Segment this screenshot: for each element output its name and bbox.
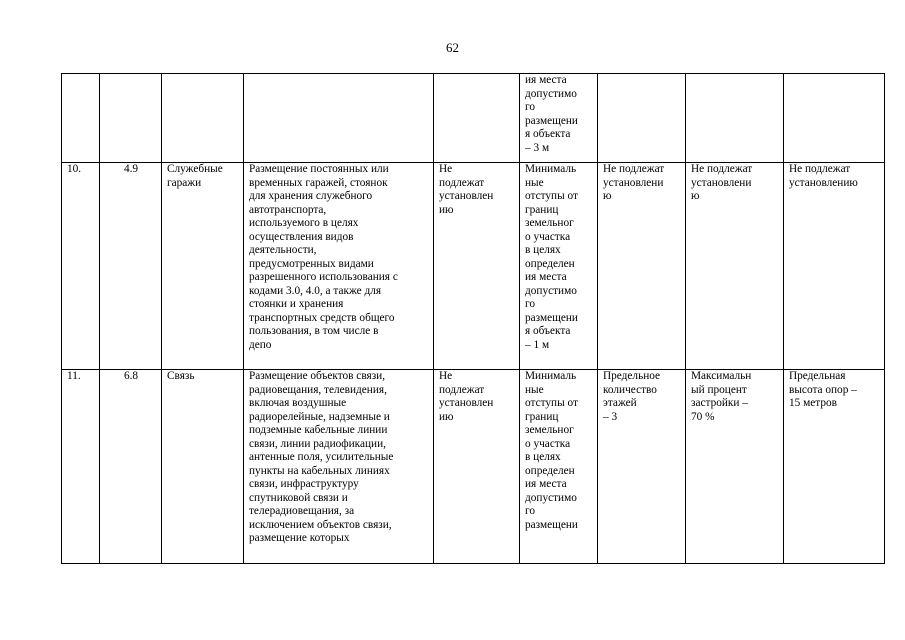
setback-cell: ия места допустимо го размещени я объекта – 3 м bbox=[520, 74, 598, 163]
other-params-cell bbox=[784, 74, 885, 163]
use-description-cell bbox=[244, 74, 434, 163]
page-number: 62 bbox=[446, 40, 459, 55]
use-description-cell: Размещение объектов связи, радиовещания, телевидения, включая воздушные радиорелейные, надземные и подземные кабельные линии связи, линии радиофикации, антенные поля, усилительные пункты на кабельных линиях связи, инфраструктуру спутниковой связи и телерадиовещания, за исключением объектов связи, размещение которых bbox=[244, 370, 434, 564]
floors-cell bbox=[598, 74, 686, 163]
table-row bbox=[62, 370, 885, 564]
floors-cell: Предельное количество этажей – 3 bbox=[598, 370, 686, 564]
floors-cell: Не подлежат установлени ю bbox=[598, 163, 686, 370]
row-number-cell: 10. bbox=[62, 163, 100, 370]
coverage-cell: Максимальн ый процент застройки – 70 % bbox=[686, 370, 784, 564]
use-name-cell: Служебные гаражи bbox=[162, 163, 244, 370]
other-params-cell: Не подлежат установлению bbox=[784, 163, 885, 370]
use-code-cell: 4.9 bbox=[100, 163, 162, 370]
row-number-cell bbox=[62, 74, 100, 163]
regulations-table bbox=[61, 73, 885, 564]
plot-size-cell bbox=[434, 74, 520, 163]
use-name-cell: Связь bbox=[162, 370, 244, 564]
use-code-cell: 6.8 bbox=[100, 370, 162, 564]
coverage-cell: Не подлежат установлени ю bbox=[686, 163, 784, 370]
coverage-cell bbox=[686, 74, 784, 163]
use-name-cell bbox=[162, 74, 244, 163]
setback-cell: Минималь ные отступы от границ земельног о участка в целях определен ия места допустимо го размещени bbox=[520, 370, 598, 564]
plot-size-cell: Не подлежат установлен ию bbox=[434, 163, 520, 370]
other-params-cell: Предельная высота опор – 15 метров bbox=[784, 370, 885, 564]
table-row bbox=[62, 163, 885, 370]
setback-cell: Минималь ные отступы от границ земельног о участка в целях определен ия места допустимо го размещени я объекта – 1 м bbox=[520, 163, 598, 370]
table-row bbox=[62, 74, 885, 163]
use-description-cell: Размещение постоянных или временных гаражей, стоянок для хранения служебного автотранспорта, используемого в целях осуществления видов деятельности, предусмотренных видами разрешенного использования с кодами 3.0, 4.0, а также для стоянки и хранения транспортных средств общего пользования, в том числе в депо bbox=[244, 163, 434, 370]
plot-size-cell: Не подлежат установлен ию bbox=[434, 370, 520, 564]
use-code-cell bbox=[100, 74, 162, 163]
row-number-cell: 11. bbox=[62, 370, 100, 564]
